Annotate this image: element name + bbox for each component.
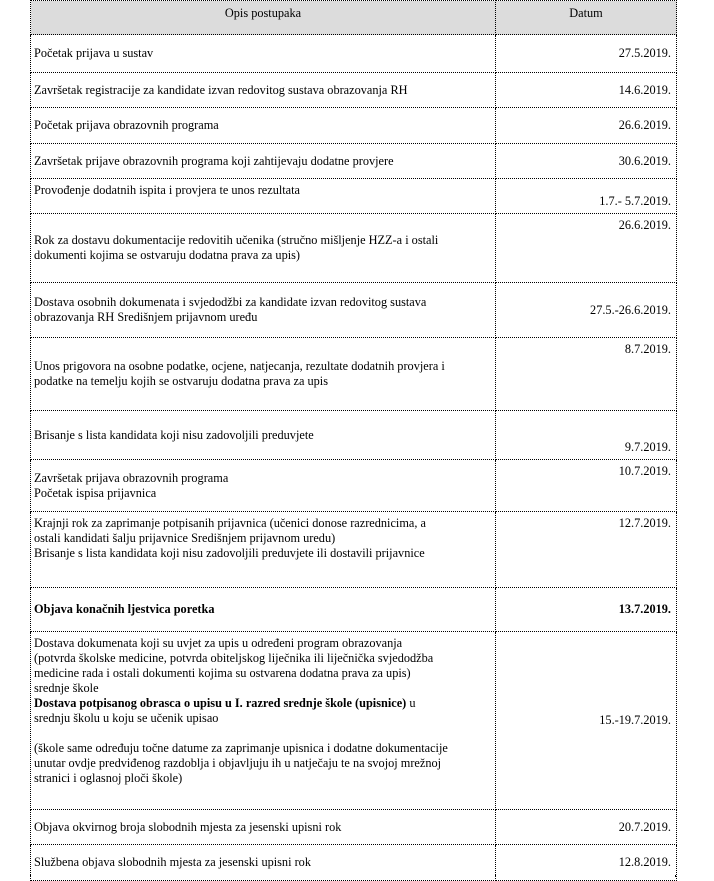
table-header-row	[31, 1, 677, 35]
table-row	[31, 283, 677, 338]
row-description	[31, 144, 496, 179]
description-line: Objava okvirnog broja slobodnih mjesta za jesenski upisni rok	[34, 819, 342, 834]
table-row	[31, 35, 677, 73]
description-line: Završetak prijave obrazovnih programa koji zahtijevaju dodatne provjere	[34, 153, 394, 168]
description-line: Dostava osobnih dokumenata i svjedodžbi za kandidate izvan redovitog sustava	[34, 295, 427, 309]
description-text: u	[409, 696, 416, 710]
table-row	[31, 108, 677, 144]
row-date: 9.7.2019.	[496, 411, 677, 460]
row-description	[31, 512, 496, 588]
row-description	[31, 411, 496, 460]
description-line: Brisanje s lista kandidata koji nisu zadovoljili preduvjete	[34, 427, 314, 442]
description-line: (potvrda školske medicine, potvrda obiteljskog liječnika ili liječnička svjedodžba	[34, 651, 434, 665]
table-row	[31, 73, 677, 108]
description-line: dokumenti kojima se ostvaruju dodatna prava za upis)	[34, 248, 301, 262]
column-header-description: Opis postupaka	[31, 1, 496, 35]
bold-description-text: Dostava potpisanog obrasca o upisu u I. razred srednje škole (upisnice)	[34, 696, 407, 710]
table-row	[31, 632, 677, 810]
description-line: Rok za dostavu dokumentacije redovitih učenika (stručno mišljenje HZZ-a i ostali	[34, 233, 439, 247]
description-line: ostali kandidati šalju prijavnice Središnjem prijavnom uredu)	[34, 531, 336, 545]
description-line: srednju školu u koju se učenik upisao	[34, 711, 219, 725]
row-date: 27.5.2019.	[496, 35, 677, 73]
row-description	[31, 588, 496, 632]
row-description	[31, 35, 496, 73]
row-date: 15.-19.7.2019.	[496, 632, 677, 810]
table-row	[31, 845, 677, 881]
row-description	[31, 108, 496, 144]
row-date: 8.7.2019.	[496, 338, 677, 411]
row-date: 14.6.2019.	[496, 73, 677, 108]
table-row	[31, 214, 677, 283]
description-line: Krajnji rok za zaprimanje potpisanih prijavnica (učenici donose razrednicima, a	[34, 516, 426, 530]
table-row	[31, 810, 677, 845]
row-date: 26.6.2019.	[496, 214, 677, 283]
row-date: 12.7.2019.	[496, 512, 677, 588]
description-line: (škole same određuju točne datume za zaprimanje upisnica i dodatne dokumentacije	[34, 741, 448, 755]
description-line: unutar ovdje predviđenog razdoblja i objavljuju ih u natječaju te na svojoj mrežnoj	[34, 756, 442, 770]
description-line: Završetak registracije za kandidate izvan redovitog sustava obrazovanja RH	[34, 82, 408, 97]
description-line: Unos prigovora na osobne podatke, ocjene, natjecanja, rezultate dodatnih provjera i	[34, 359, 445, 373]
row-description	[31, 632, 496, 810]
row-date: 20.7.2019.	[496, 810, 677, 845]
row-description	[31, 845, 496, 881]
row-description	[31, 214, 496, 283]
table-row	[31, 588, 677, 632]
description-line: srednje škole	[34, 681, 99, 695]
description-line: stranici i oglasnoj ploči škole)	[34, 771, 183, 785]
row-date: 26.6.2019.	[496, 108, 677, 144]
description-line: Provođenje dodatnih ispita i provjera te unos rezultata	[34, 183, 301, 197]
row-description	[31, 338, 496, 411]
row-description	[31, 810, 496, 845]
description-line: obrazovanja RH Središnjem prijavnom uređu	[34, 310, 258, 324]
table-row	[31, 338, 677, 411]
row-date: 10.7.2019.	[496, 460, 677, 512]
description-line: Početak ispisa prijavnica	[34, 485, 157, 500]
row-date: 13.7.2019.	[496, 588, 677, 632]
description-line: Službena objava slobodnih mjesta za jesenski upisni rok	[34, 855, 311, 869]
description-line	[34, 696, 492, 711]
table-row	[31, 179, 677, 214]
row-date: 27.5.-26.6.2019.	[496, 283, 677, 338]
description-line: Dostava dokumenata koji su uvjet za upis u određeni program obrazovanja	[34, 636, 403, 650]
row-date: 1.7.- 5.7.2019.	[496, 179, 677, 214]
row-date: 12.8.2019.	[496, 845, 677, 881]
description-line: podatke na temelju kojih se ostvaruju dodatna prava za upis	[34, 374, 329, 388]
description-line: Završetak prijava obrazovnih programa	[34, 470, 229, 485]
row-description	[31, 179, 496, 214]
row-description	[31, 73, 496, 108]
description-line: medicine rada i ostali dokumenti kojima su ostvarena dodatna prava za upis)	[34, 666, 411, 680]
row-description	[31, 460, 496, 512]
row-date: 30.6.2019.	[496, 144, 677, 179]
table-row	[31, 411, 677, 460]
column-header-date: Datum	[496, 1, 677, 35]
description-line: Početak prijava u sustav	[34, 46, 154, 60]
table-row	[31, 460, 677, 512]
description-line: Početak prijava obrazovnih programa	[34, 118, 219, 132]
description-line: Brisanje s lista kandidata koji nisu zadovoljili preduvjete ili dostavili prijavnice	[34, 546, 425, 560]
table-row	[31, 144, 677, 179]
paragraph-gap	[34, 726, 492, 741]
row-description	[31, 283, 496, 338]
schedule-table	[30, 0, 677, 881]
description-line: Objava konačnih ljestvica poretka	[34, 602, 215, 616]
table-row	[31, 512, 677, 588]
